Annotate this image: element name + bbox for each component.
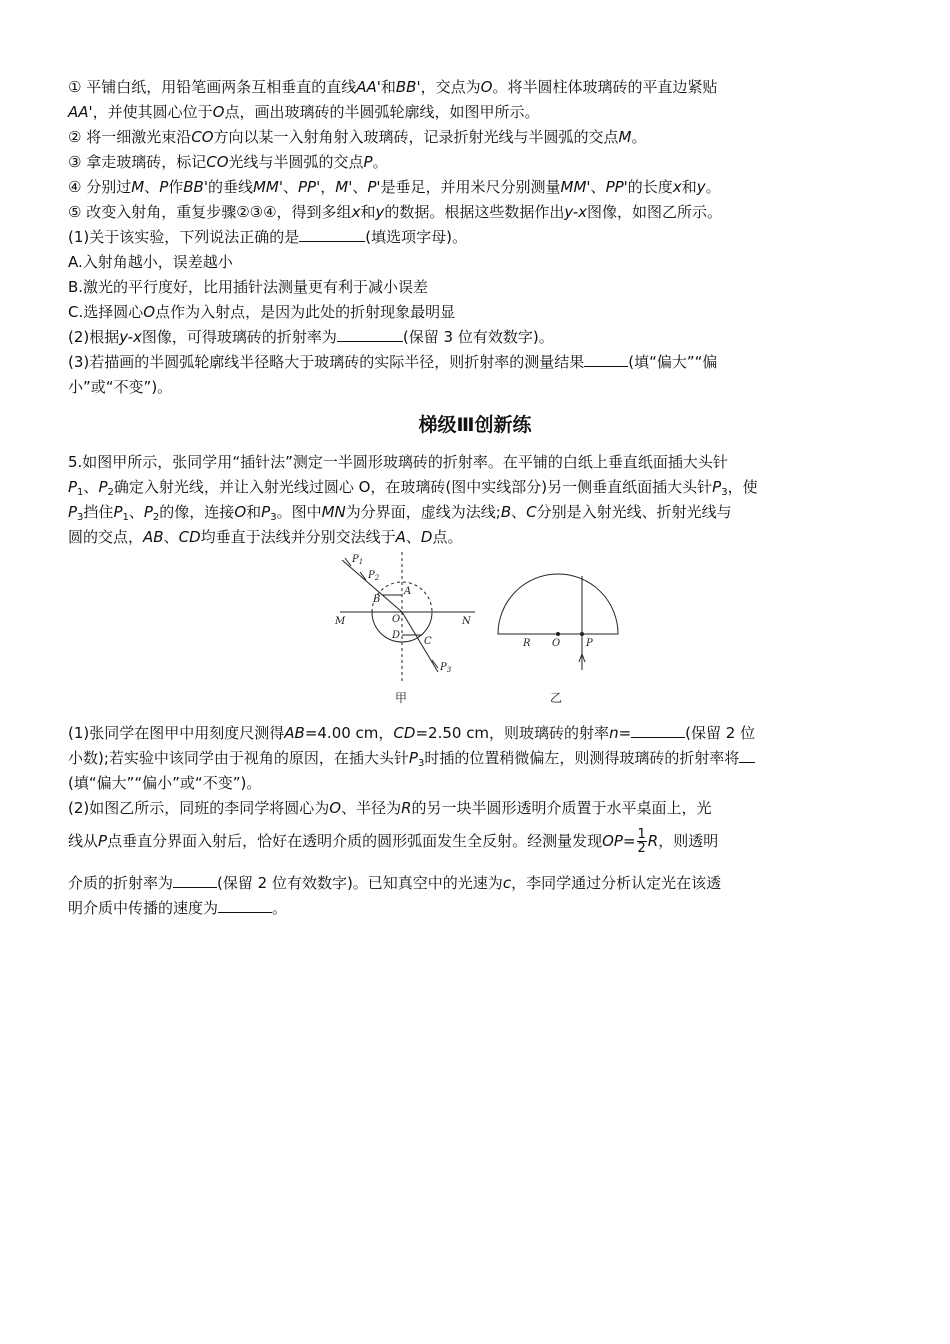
answer-blank[interactable] <box>631 722 685 738</box>
q4-part-2: (2)根据y-x图像，可得玻璃砖的折射率为 (保留 3 位有效数字)。 <box>68 328 554 346</box>
step-1-line-1: ① 平铺白纸，用铅笔画两条互相垂直的直线AA'和BB'，交点为O。将半圆柱体玻璃砖的平直边紧贴 <box>68 78 718 96</box>
label-m: M <box>335 616 346 627</box>
q5-part-1-line-3: (填“偏大”“偏小”或“不变”)。 <box>68 774 262 792</box>
step-5: ⑤ 改变入射角，重复步骤②③④，得到多组x和y的数据。根据这些数据作出y-x图像，如图乙所示。 <box>68 203 723 221</box>
q5-line-4: 圆的交点，AB、CD均垂直于法线并分别交法线于A、D点。 <box>68 528 463 546</box>
step-2: ② 将一细激光束沿CO方向以某一入射角射入玻璃砖，记录折射光线与半圆弧的交点M。 <box>68 128 647 146</box>
q4-part-3-line-1: (3)若描画的半圆弧轮廓线半径略大于玻璃砖的实际半径，则折射率的测量结果 (填“偏大”“偏 <box>68 353 718 371</box>
answer-blank[interactable] <box>299 226 365 242</box>
label-a: A <box>404 586 412 597</box>
q4-part-1: (1)关于该实验，下列说法正确的是 (填选项字母)。 <box>68 228 467 246</box>
label-d: D <box>392 630 401 641</box>
figure-yi <box>498 574 618 670</box>
q5-part-1-line-1: (1)张同学在图甲中用刻度尺测得AB=4.00 cm，CD=2.50 cm，则玻璃砖的射率n= (保留 2 位 <box>68 724 756 742</box>
label-p3: $P_3$ <box>440 662 452 674</box>
center-dot <box>557 633 560 636</box>
q5-part-2-line-3: 介质的折射率为 (保留 2 位有效数字)。已知真空中的光速为c，李同学通过分析认定光在该透 <box>68 874 722 892</box>
fraction-one-half: $\frac{1}{2}$ <box>637 827 646 856</box>
q5-line-1: 5.如图甲所示，张同学用“插针法”测定一半圆形玻璃砖的折射率。在平铺的白纸上垂直纸面插大头针 <box>68 453 728 471</box>
q5-part-2-line-4: 明介质中传播的速度为 。 <box>68 899 288 917</box>
q4-option-c: C.选择圆心O点作为入射点，是因为此处的折射现象最明显 <box>68 303 456 321</box>
q5-line-3: $P_3$挡住$P_1$、$P_2$的像，连接O和$P_3$。图中MN为分界面，虚线为法线;B、C分别是入射光线、折射光线与 <box>68 503 732 523</box>
answer-blank[interactable] <box>584 351 628 367</box>
caption-jia: 甲 <box>395 691 408 705</box>
q4-option-b: B.激光的平行度好，比用插针法测量更有利于减小误差 <box>68 278 429 296</box>
label-r: R <box>523 638 531 649</box>
figure-jia-yi <box>330 552 630 712</box>
answer-blank[interactable] <box>337 326 403 342</box>
label-p1: $P_1$ <box>352 554 364 566</box>
label-n: N <box>462 616 471 627</box>
label-c: C <box>424 636 432 647</box>
incident-ray <box>342 560 402 612</box>
answer-blank[interactable] <box>173 872 217 888</box>
answer-blank[interactable] <box>739 747 755 763</box>
step-4: ④ 分别过M、P作BB'的垂线MM'、PP'，M'、P'是垂足，并用米尺分别测量MM'、PP'的长度x和y。 <box>68 178 721 196</box>
semicircle-medium <box>498 574 618 634</box>
q4-part-3-line-2: 小”或“不变”)。 <box>68 378 173 396</box>
label-p2: $P_2$ <box>368 570 380 582</box>
caption-yi: 乙 <box>550 691 563 705</box>
q5-line-2: $P_1$、$P_2$确定入射光线，并让入射光线过圆心 O，在玻璃砖(图中实线部分)另一侧垂直纸面插大头针$P_3$，使 <box>68 478 758 498</box>
point-p-dot <box>581 633 584 636</box>
step-3: ③ 拿走玻璃砖，标记CO光线与半圆弧的交点P。 <box>68 153 388 171</box>
label-o2: O <box>552 638 561 649</box>
answer-blank[interactable] <box>218 897 272 913</box>
figure-jia <box>340 552 475 682</box>
step-1-line-2: AA'，并使其圆心位于O点，画出玻璃砖的半圆弧轮廓线，如图甲所示。 <box>68 103 540 121</box>
section-title: 梯级Ⅲ创新练 <box>418 414 532 436</box>
q5-part-2-line-1: (2)如图乙所示，同班的李同学将圆心为O、半径为R的另一块半圆形透明介质置于水平桌面上，光 <box>68 799 712 817</box>
label-b: B <box>373 594 381 605</box>
q5-part-2-line-2: 线从P点垂直分界面入射后，恰好在透明介质的圆形弧面发生全反射。经测量发现OP= $\frac{1}{2}$ R，则透明 <box>68 827 719 856</box>
q5-part-1-line-2: 小数);若实验中该同学由于视角的原因，在插大头针$P_3$时插的位置稍微偏左，则测得玻璃砖的折射率将 <box>68 747 890 775</box>
label-o: O <box>392 614 401 625</box>
label-p: P <box>586 638 593 649</box>
q4-option-a: A.入射角越小，误差越小 <box>68 253 233 271</box>
